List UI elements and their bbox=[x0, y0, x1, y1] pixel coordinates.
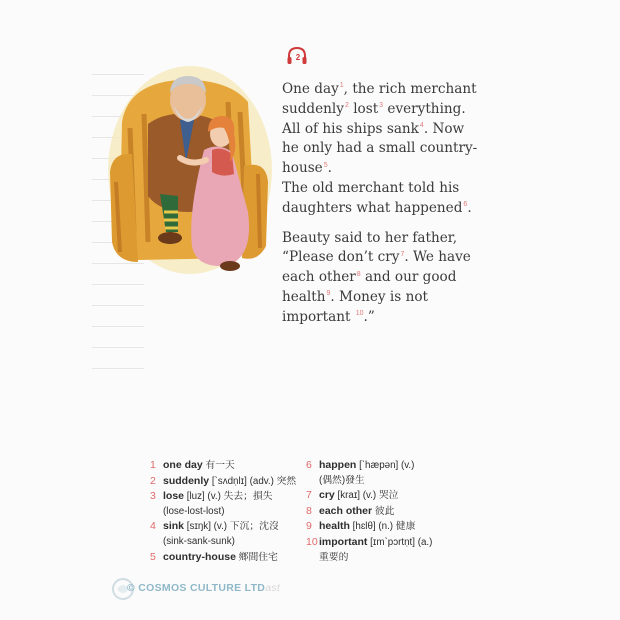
vocab-item bbox=[306, 535, 476, 551]
story-paragraph bbox=[282, 80, 482, 179]
vocab-definition: 有一天 bbox=[202, 460, 235, 471]
footnote-marker: 7 bbox=[400, 250, 405, 258]
vocab-definition: [luz] (v.) 失去；損失 bbox=[184, 491, 273, 503]
publisher-brand: © COSMOS CULTURE LTDast bbox=[127, 582, 281, 594]
story-segment: The old merchant told his daughters what happened$^6$ bbox=[282, 179, 468, 216]
vocab-definition: [kraɪ] (v.) 哭泣 bbox=[334, 490, 399, 502]
brand-tail: ast bbox=[265, 582, 281, 594]
vocab-definition: [ˋsʌdṇlɪ] (adv.) 突然 bbox=[209, 475, 297, 487]
publisher-footer bbox=[112, 576, 282, 600]
story-segment: . bbox=[467, 199, 472, 216]
story-segment: everything. All of his ships sank$^4$ bbox=[282, 100, 466, 137]
margin-rule bbox=[92, 368, 144, 369]
vocab-item bbox=[150, 550, 300, 566]
story-segment: . Now he only had a small country-house$^5$ bbox=[282, 120, 478, 177]
vocab-item bbox=[306, 519, 476, 535]
vocab-word: suddenly bbox=[163, 474, 210, 487]
story-paragraph bbox=[282, 179, 482, 219]
footnote-marker: 3 bbox=[379, 102, 384, 110]
vocab-number: 4 bbox=[150, 520, 156, 533]
vocab-item bbox=[150, 489, 300, 505]
story-segment: .” bbox=[363, 308, 375, 325]
vocab-item bbox=[150, 458, 300, 474]
vocab-forms: (lose-lost-lost) bbox=[163, 505, 225, 517]
vocab-meaning: 重要的 bbox=[319, 551, 349, 563]
story-segment: Beauty said to her father, “Please don’t cry$^7$ bbox=[282, 229, 458, 266]
vocab-item bbox=[150, 474, 300, 490]
vocab-number: 1 bbox=[150, 459, 156, 471]
story-segment: . bbox=[327, 160, 332, 177]
merchant-and-beauty-illustration bbox=[108, 62, 272, 274]
story-text bbox=[282, 80, 482, 328]
story-segment: lost$^3$ bbox=[348, 100, 384, 117]
story-paragraph bbox=[282, 229, 482, 328]
audio-track-number: 2 bbox=[295, 53, 301, 62]
vocab-word: happen bbox=[319, 459, 357, 471]
margin-rule bbox=[92, 326, 144, 327]
vocab-definition: [sɪŋk] (v.) 下沉；沈沒 bbox=[184, 521, 279, 533]
vocab-word: health bbox=[319, 520, 350, 533]
story-segment: One day$^1$ bbox=[282, 81, 344, 97]
margin-rule bbox=[92, 284, 144, 285]
vocab-number: 6 bbox=[306, 459, 312, 471]
vocab-item bbox=[306, 458, 476, 474]
vocab-definition: [ˋhæpən] (v.) bbox=[356, 460, 415, 471]
vocab-definition: 鄉間住宅 bbox=[235, 551, 278, 563]
vocab-number: 8 bbox=[306, 504, 312, 517]
vocab-word: one day bbox=[163, 459, 203, 471]
vocab-number: 2 bbox=[150, 474, 156, 487]
story-segment: . We have each other$^8$ bbox=[282, 249, 471, 286]
story-segment: . Money is not important $^{10}$ bbox=[282, 288, 428, 325]
vocab-item bbox=[306, 488, 476, 504]
story-segment: and our good health$^9$ bbox=[282, 269, 457, 305]
footnote-marker: 8 bbox=[356, 270, 361, 278]
story-segment: , the rich merchant suddenly$^2$ bbox=[282, 81, 477, 117]
vocab-forms: (sink-sank-sunk) bbox=[163, 535, 235, 547]
footnote-marker: 1 bbox=[339, 82, 344, 90]
vocabulary-list-left bbox=[150, 458, 300, 565]
footnote-marker: 10 bbox=[355, 310, 364, 318]
vocab-word: important bbox=[319, 535, 368, 548]
vocab-word: sink bbox=[163, 520, 185, 533]
vocab-number: 10 bbox=[306, 535, 318, 548]
vocab-number: 7 bbox=[306, 489, 312, 502]
vocab-number: 5 bbox=[150, 550, 156, 563]
vocab-meaning: (偶然)發生 bbox=[319, 474, 365, 486]
margin-rule bbox=[92, 305, 144, 306]
vocab-item bbox=[150, 519, 300, 535]
vocab-number: 9 bbox=[306, 520, 312, 533]
vocab-definition: [hɛlθ] (n.) 健康 bbox=[349, 521, 416, 533]
vocab-definition: 彼此 bbox=[372, 505, 395, 517]
vocab-word: each other bbox=[319, 504, 373, 517]
vocabulary-list-right bbox=[306, 458, 476, 565]
vocab-word: cry bbox=[319, 489, 335, 502]
footnote-marker: 6 bbox=[463, 201, 468, 209]
vocab-item bbox=[306, 504, 476, 520]
vocab-definition: [ɪmˋpɔrtṇt] (a.) bbox=[367, 536, 433, 548]
vocab-word: country-house bbox=[163, 550, 236, 563]
margin-rule bbox=[92, 347, 144, 348]
footnote-marker: 2 bbox=[344, 102, 349, 110]
footnote-marker: 5 bbox=[323, 161, 328, 169]
footnote-marker: 4 bbox=[419, 122, 424, 130]
vocab-word: lose bbox=[163, 490, 185, 503]
vocab-number: 3 bbox=[150, 490, 156, 503]
footnote-marker: 9 bbox=[326, 290, 331, 298]
